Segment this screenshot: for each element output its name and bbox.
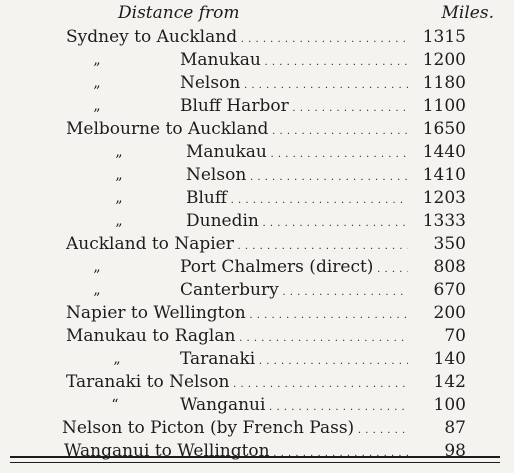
table-row xyxy=(0,26,514,49)
ditto-mark: „ xyxy=(93,75,101,91)
route-label: Bluff . . . xyxy=(186,187,408,212)
miles-value: 670 xyxy=(433,280,466,300)
route-label: Sydney to Auckland . . . xyxy=(66,26,408,51)
route-label: Taranaki to Nelson . . . xyxy=(66,371,408,396)
miles-value: 87 xyxy=(444,418,466,438)
ditto-mark: „ xyxy=(115,190,123,206)
bottom-rule-thin xyxy=(10,462,500,463)
table-row xyxy=(0,440,514,463)
table-row xyxy=(0,95,514,118)
miles-value: 142 xyxy=(433,372,466,392)
miles-value: 1333 xyxy=(422,211,466,231)
miles-value: 1180 xyxy=(422,73,466,93)
miles-value: 98 xyxy=(444,441,466,461)
miles-value: 1315 xyxy=(422,27,466,47)
route-label: Nelson . . . xyxy=(186,164,408,189)
ditto-mark: „ xyxy=(93,52,101,68)
route-label: Taranaki . . . xyxy=(180,348,408,373)
table-row xyxy=(0,417,514,440)
ditto-mark: “ xyxy=(111,397,119,413)
route-label: Manukau . . . xyxy=(180,49,408,74)
route-label: Wanganui to Wellington . . . xyxy=(64,440,408,465)
route-label: Nelson to Picton (by French Pass) . . . xyxy=(62,417,408,442)
ditto-mark: „ xyxy=(113,351,121,367)
miles-value: 1440 xyxy=(422,142,466,162)
table-row xyxy=(0,302,514,325)
ditto-mark: „ xyxy=(115,213,123,229)
route-label: Nelson . . . xyxy=(180,72,408,97)
route-label: Melbourne to Auckland . . . xyxy=(66,118,408,143)
table-row xyxy=(0,279,514,302)
table-row xyxy=(0,164,514,187)
header-distance-from: Distance from xyxy=(118,3,240,23)
table-row xyxy=(0,348,514,371)
route-label: Napier to Wellington . . . xyxy=(66,302,408,327)
route-label: Auckland to Napier . . . xyxy=(66,233,408,258)
bottom-rule xyxy=(10,456,500,458)
route-label: Dunedin . . . xyxy=(186,210,408,235)
table-row xyxy=(0,233,514,256)
miles-value: 1200 xyxy=(422,50,466,70)
table-row xyxy=(0,141,514,164)
header-miles: Miles. xyxy=(441,3,494,23)
ditto-mark: „ xyxy=(115,167,123,183)
ditto-mark: „ xyxy=(93,98,101,114)
table-row xyxy=(0,371,514,394)
ditto-mark: „ xyxy=(93,259,101,275)
table-row xyxy=(0,256,514,279)
miles-value: 1100 xyxy=(422,96,466,116)
miles-value: 140 xyxy=(433,349,466,369)
route-label: Canterbury . . . xyxy=(180,279,408,304)
ditto-mark: „ xyxy=(93,282,101,298)
miles-value: 1650 xyxy=(422,119,466,139)
miles-value: 70 xyxy=(444,326,466,346)
route-label: Bluff Harbor . . . xyxy=(180,95,408,120)
miles-value: 350 xyxy=(433,234,466,254)
table-row xyxy=(0,72,514,95)
table-row xyxy=(0,210,514,233)
table-row xyxy=(0,325,514,348)
table-row xyxy=(0,394,514,417)
miles-value: 808 xyxy=(433,257,466,277)
ditto-mark: „ xyxy=(115,144,123,160)
table-row xyxy=(0,49,514,72)
miles-value: 1410 xyxy=(422,165,466,185)
miles-value: 1203 xyxy=(422,188,466,208)
miles-value: 100 xyxy=(433,395,466,415)
route-label: Manukau to Raglan . . . xyxy=(66,325,408,350)
route-label: Manukau . . . xyxy=(186,141,408,166)
table-row xyxy=(0,118,514,141)
miles-value: 200 xyxy=(433,303,466,323)
route-label: Port Chalmers (direct) . . . xyxy=(180,256,408,281)
table-row xyxy=(0,187,514,210)
route-label: Wanganui . . . xyxy=(180,394,408,419)
